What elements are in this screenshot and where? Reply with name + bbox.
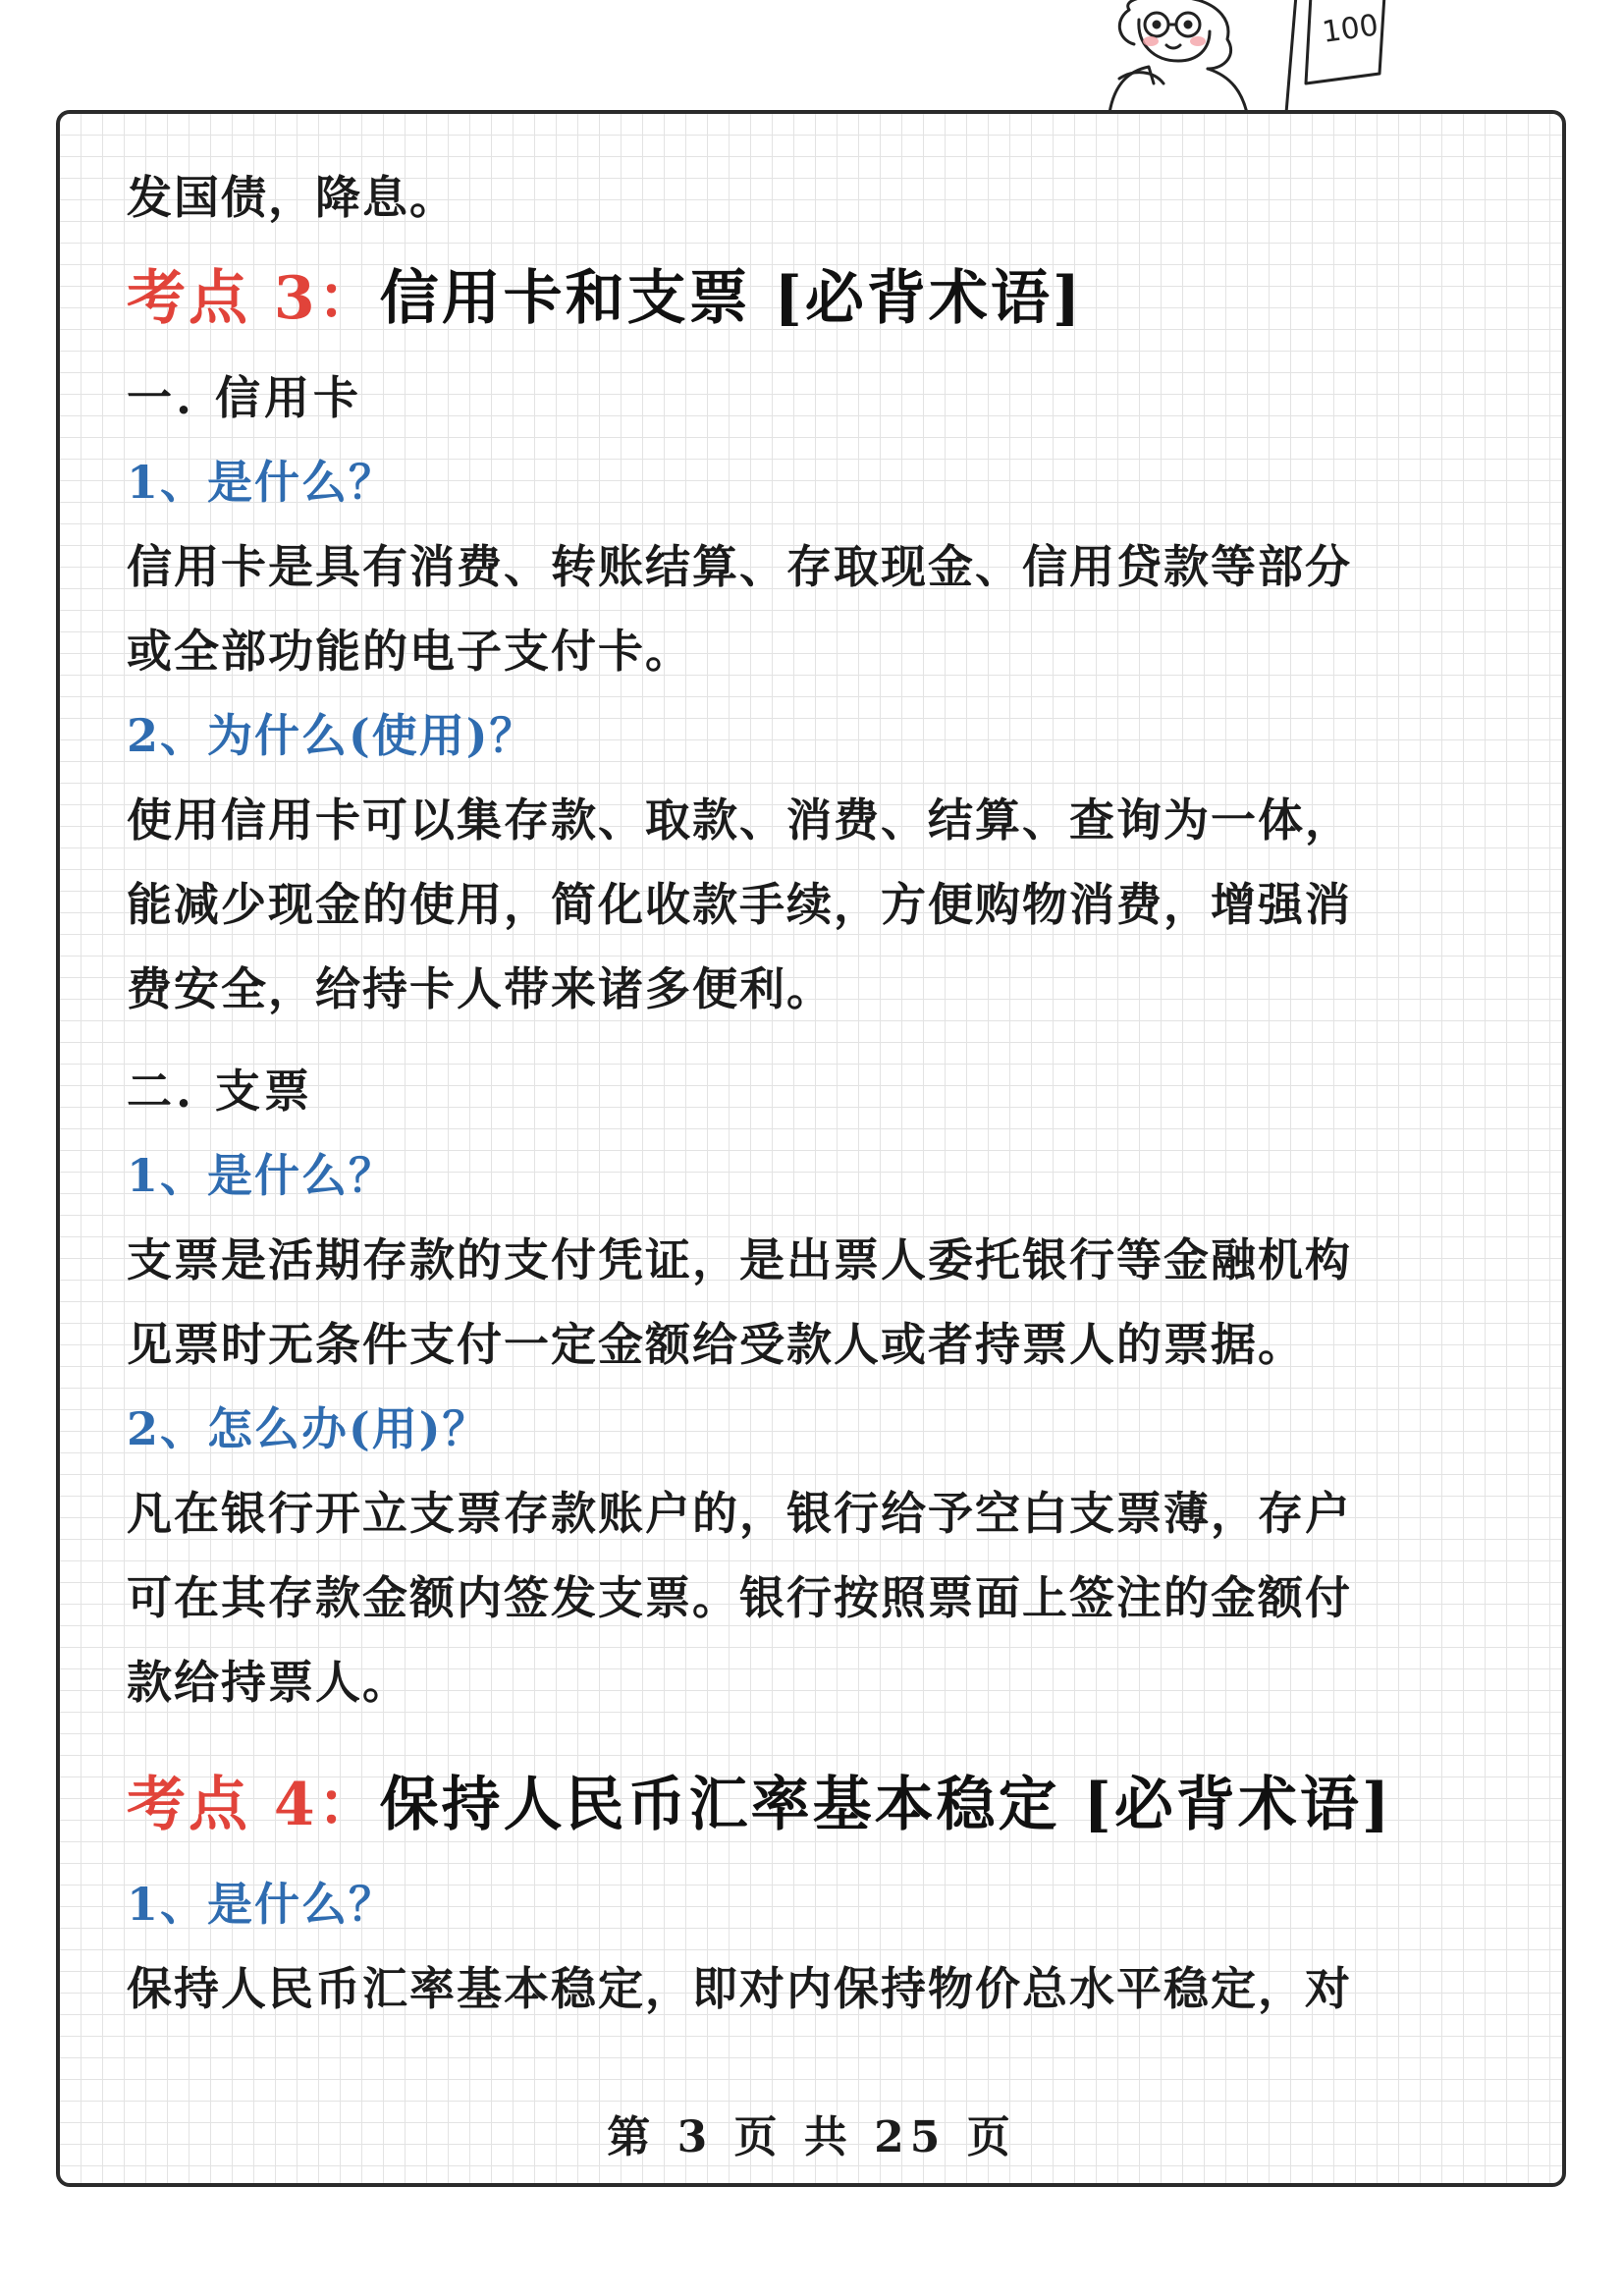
question-heading: 1、是什么？: [127, 1878, 397, 1931]
topic-title: 信用卡和支票 [必背术语]: [379, 264, 1084, 333]
body-text-line: 见票时无条件支付一定金额给受款人或者持票人的票据。: [127, 1318, 1305, 1371]
topic-title: 保持人民币汇率基本稳定 [必背术语]: [379, 1771, 1393, 1839]
body-text-line: 信用卡是具有消费、转账结算、存取现金、信用贷款等部分: [127, 540, 1352, 593]
cartoon-character-illustration: [1060, 0, 1473, 113]
page-number-footer: 第 3 页 共 25 页: [607, 2112, 1016, 2162]
body-text-line: 发国债，降息。: [127, 171, 457, 224]
body-text-line: 使用信用卡可以集存款、取款、消费、结算、查询为一体，: [127, 793, 1352, 847]
question-heading: 1、是什么？: [127, 1149, 397, 1202]
topic-heading-3: [127, 247, 1521, 350]
question-heading: 2、为什么(使用)？: [127, 709, 537, 762]
document-content: [127, 155, 1521, 2031]
score-text: 100: [1320, 8, 1381, 50]
body-text-line: 凡在银行开立支票存款账户的，银行给予空白支票薄，存户: [127, 1487, 1352, 1540]
body-text-line: 可在其存款金额内签发支票。银行按照票面上签注的金额付: [127, 1571, 1352, 1624]
section-gap: [127, 1724, 1521, 1746]
body-text-line: 支票是活期存款的支付凭证，是出票人委托银行等金融机构: [127, 1233, 1352, 1286]
body-text-line: 能减少现金的使用，简化收款手续，方便购物消费，增强消: [127, 878, 1352, 931]
section-heading-credit-card: 一. 信用卡: [127, 371, 363, 424]
question-heading: 1、是什么？: [127, 456, 397, 509]
section-gap: [127, 1031, 1521, 1049]
body-text-line: 或全部功能的电子支付卡。: [127, 625, 692, 678]
topic-label: 考点 3：: [127, 264, 380, 333]
body-text-line: 费安全，给持卡人带来诸多便利。: [127, 962, 834, 1015]
section-heading-check: 二. 支票: [127, 1065, 314, 1118]
topic-heading-4: [127, 1754, 1521, 1856]
body-text-line: 保持人民币汇率基本稳定，即对内保持物价总水平稳定，对: [127, 1962, 1352, 2015]
topic-label: 考点 4：: [127, 1771, 380, 1839]
body-text-line: 款给持票人。: [127, 1656, 409, 1709]
question-heading: 2、怎么办(用)？: [127, 1402, 490, 1455]
